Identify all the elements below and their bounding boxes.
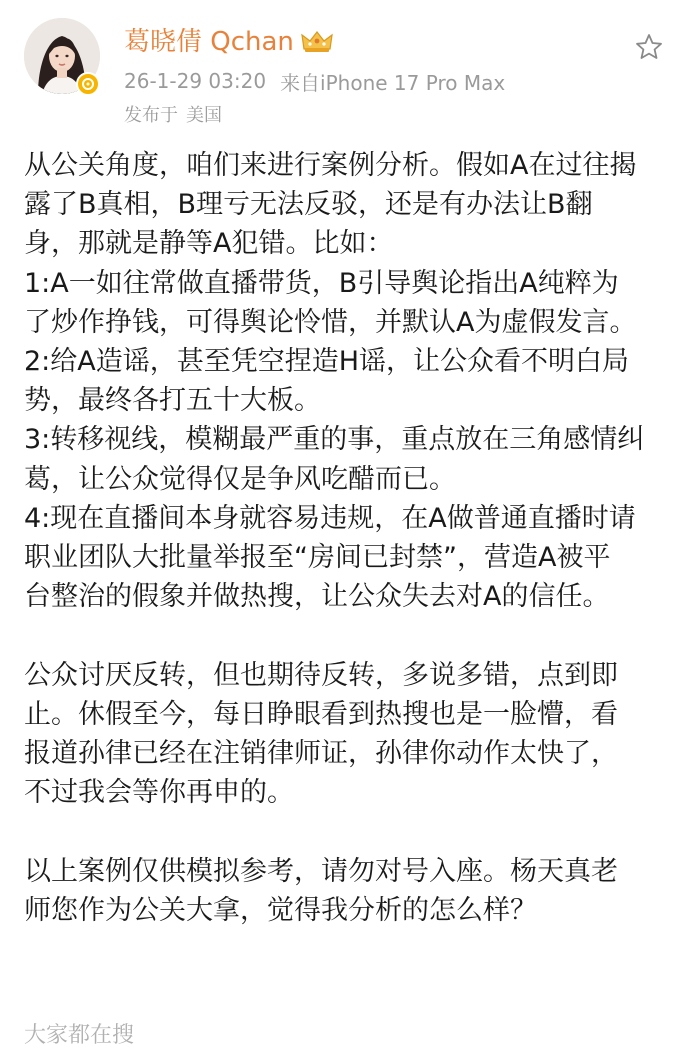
- post-line: 台整治的假象并做热搜，让公众失去对A的信任。: [24, 581, 610, 613]
- post-timestamp: 26-1-29 03:20: [124, 69, 267, 93]
- post-line: 不过我会等你再申的。: [24, 777, 294, 809]
- location-value: 美国: [186, 105, 222, 126]
- post-line: 报道孙律已经在注销律师证，孙律你动作太快了，: [24, 738, 618, 770]
- author-row: [124, 24, 334, 60]
- post-line: 1:A一如往常做直播带货，B引导舆论指出A纯粹为: [24, 267, 619, 299]
- author-name[interactable]: 葛晓倩 Qchan: [124, 27, 294, 57]
- post-paragraph: [24, 852, 669, 930]
- crown-icon[interactable]: [300, 29, 334, 55]
- post-paragraph: [24, 146, 669, 616]
- post-source: 来自iPhone 17 Pro Max: [280, 70, 506, 95]
- post-line: 3:转移视线，模糊最严重的事，重点放在三角感情纠: [24, 424, 645, 456]
- post-line: 职业团队大批量举报至“房间已封禁”，营造A被平: [24, 542, 611, 574]
- post-line: 露了B真相，B理亏无法反驳，还是有办法让B翻: [24, 189, 593, 221]
- post-line: 止。休假至今，每日睁眼看到热搜也是一脸懵，看: [24, 698, 618, 730]
- post-line: 葛，让公众觉得仅是争风吃醋而已。: [24, 463, 456, 495]
- post-line: 身，那就是静等A犯错。比如：: [24, 228, 394, 260]
- location-label: 发布于: [124, 105, 178, 126]
- post-line: 2:给A造谣，甚至凭空捏造H谣，让公众看不明白局: [24, 346, 630, 378]
- post-location: [124, 100, 222, 128]
- favorite-button[interactable]: [632, 30, 666, 64]
- post-line: 4:现在直播间本身就容易违规，在A做普通直播时请: [24, 502, 636, 534]
- star-icon: [634, 32, 664, 62]
- post-line: 师您作为公关大拿，觉得我分析的怎么样？: [24, 894, 537, 926]
- post-header: [0, 0, 684, 135]
- post-line: 公众讨厌反转，但也期待反转，多说多错，点到即: [24, 659, 618, 691]
- verified-badge-icon: [76, 72, 100, 96]
- post-line: 从公关角度，咱们来进行案例分析。假如A在过往揭: [24, 150, 637, 181]
- post-meta: [124, 66, 505, 96]
- post-paragraph: [24, 656, 669, 813]
- post-line: 势，最终各打五十大板。: [24, 385, 321, 417]
- trending-search-hint[interactable]: 大家都在搜: [24, 1023, 135, 1048]
- post-line: 了炒作挣钱，可得舆论怜惜，并默认A为虚假发言。: [24, 306, 637, 338]
- post-body: [24, 146, 669, 930]
- post-line: 以上案例仅供模拟参考，请勿对号入座。杨天真老: [24, 855, 618, 887]
